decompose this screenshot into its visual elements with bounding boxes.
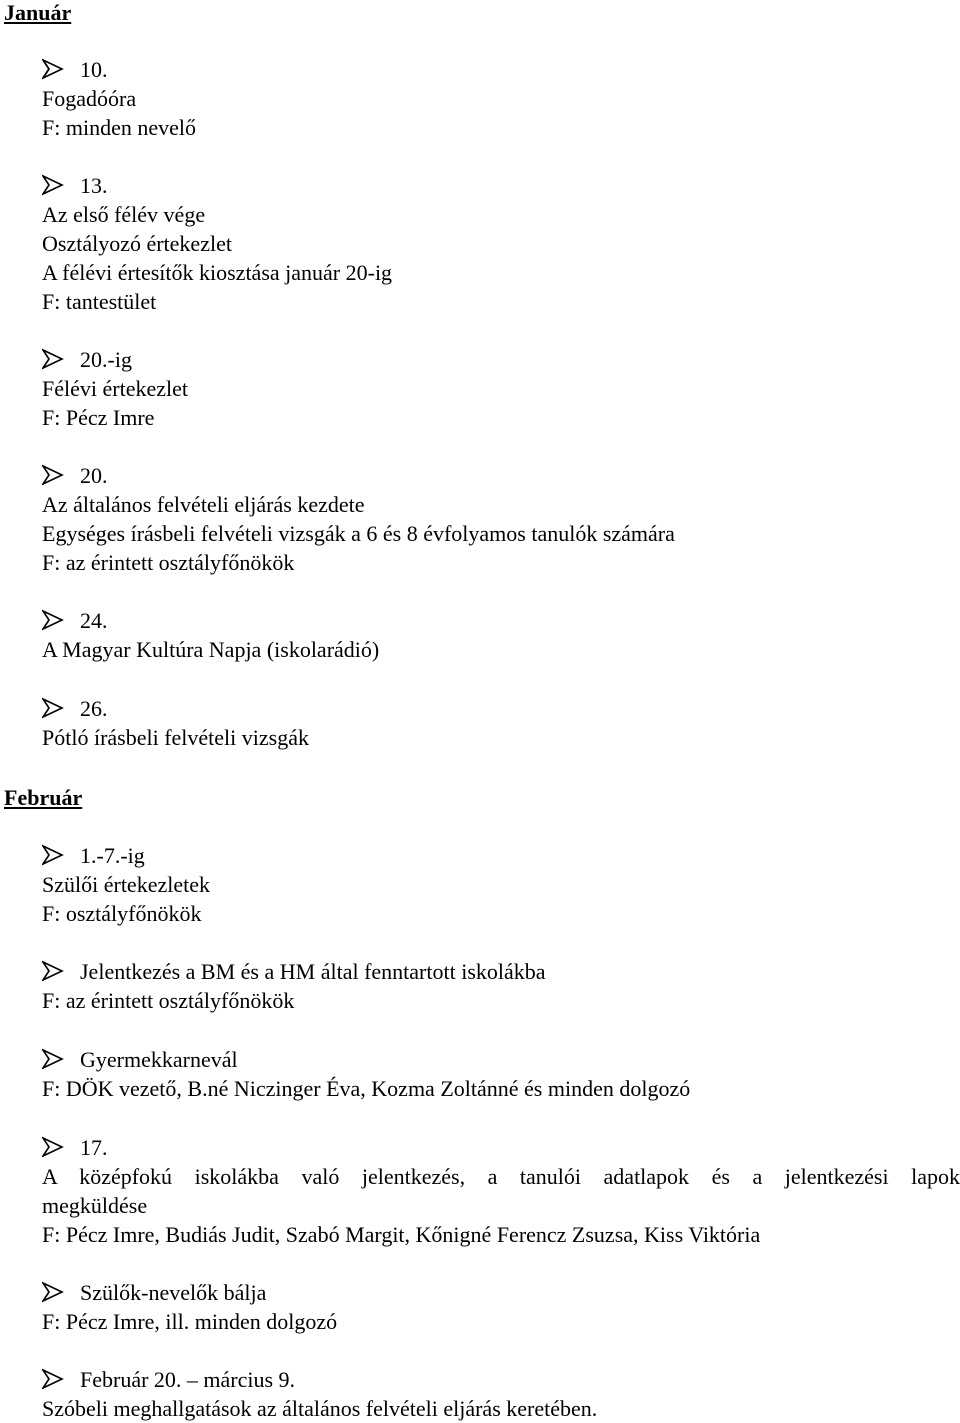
entry-responsible: F: az érintett osztályfőnökök	[42, 550, 295, 575]
entry-date: 20.	[80, 463, 108, 488]
entry-responsible: F: az érintett osztályfőnökök	[42, 988, 295, 1013]
entry-date: 26.	[80, 696, 108, 721]
entry-title: Szülők-nevelők bálja	[80, 1280, 267, 1305]
arrowhead-bullet-icon	[42, 57, 64, 81]
schedule-entry	[42, 1133, 960, 1249]
entry-line: Pótló írásbeli felvételi vizsgák	[42, 725, 309, 750]
arrowhead-bullet-icon	[42, 843, 64, 867]
entry-date: 20.-ig	[80, 347, 132, 372]
entry-responsible: F: DÖK vezető, B.né Niczinger Éva, Kozma Zoltánné és minden dolgozó	[42, 1076, 691, 1101]
arrowhead-bullet-icon	[42, 1367, 64, 1391]
entry-date: 13.	[80, 173, 108, 198]
schedule-entry	[42, 1365, 960, 1423]
schedule-entry	[42, 171, 960, 316]
entry-line: Az általános felvételi eljárás kezdete	[42, 492, 365, 517]
entry-date: 1.-7.-ig	[80, 843, 145, 868]
entry-line: megküldése	[42, 1193, 148, 1218]
entry-line: Egységes írásbeli felvételi vizsgák a 6 és 8 évfolyamos tanulók számára	[42, 521, 675, 546]
entry-responsible: F: Pécz Imre, Budiás Judit, Szabó Margit, Kőnigné Ferencz Zsuzsa, Kiss Viktória	[42, 1222, 761, 1247]
arrowhead-bullet-icon	[42, 696, 64, 720]
schedule-entry	[42, 841, 960, 928]
entry-responsible: F: Pécz Imre	[42, 405, 155, 430]
entry-line: A félévi értesítők kiosztása január 20-ig	[42, 260, 393, 285]
entry-line: A Magyar Kultúra Napja (iskolarádió)	[42, 637, 380, 662]
schedule-entry	[42, 345, 960, 432]
entry-date: 10.	[80, 57, 108, 82]
schedule-entry	[42, 55, 960, 142]
entry-title: Jelentkezés a BM és a HM által fenntartott iskolákba	[80, 959, 546, 984]
schedule-entry	[42, 1045, 960, 1103]
arrowhead-bullet-icon	[42, 1280, 64, 1304]
schedule-entry	[42, 606, 960, 664]
entry-line: Szóbeli meghallgatások az általános felvételi eljárás keretében.	[42, 1396, 598, 1421]
entry-line: A középfokú iskolákba való jelentkezés, a tanulói adatlapok és a jelentkezési lapok	[42, 1164, 960, 1189]
schedule-entry	[42, 957, 960, 1015]
entry-date: 17.	[80, 1135, 108, 1160]
entry-responsible: F: minden nevelő	[42, 115, 196, 140]
entry-line: Osztályozó értekezlet	[42, 231, 232, 256]
entry-line: Félévi értekezlet	[42, 376, 188, 401]
entry-date: 24.	[80, 608, 108, 633]
month-heading-february: Február	[4, 785, 83, 810]
entry-line: Az első félév vége	[42, 202, 206, 227]
arrowhead-bullet-icon	[42, 1047, 64, 1071]
entry-responsible: F: tantestület	[42, 289, 157, 314]
entry-date: Február 20. – március 9.	[80, 1367, 296, 1392]
schedule-entry	[42, 1278, 960, 1336]
month-heading-january: Január	[4, 0, 72, 25]
schedule-entry	[42, 694, 960, 752]
entry-line: Szülői értekezletek	[42, 872, 210, 897]
arrowhead-bullet-icon	[42, 959, 64, 983]
entry-responsible: F: Pécz Imre, ill. minden dolgozó	[42, 1309, 338, 1334]
arrowhead-bullet-icon	[42, 1135, 64, 1159]
entry-responsible: F: osztályfőnökök	[42, 901, 202, 926]
arrowhead-bullet-icon	[42, 608, 64, 632]
arrowhead-bullet-icon	[42, 463, 64, 487]
entry-title: Gyermekkarnevál	[80, 1047, 238, 1072]
schedule-entry	[42, 461, 960, 577]
entry-line: Fogadóóra	[42, 86, 137, 111]
arrowhead-bullet-icon	[42, 173, 64, 197]
arrowhead-bullet-icon	[42, 347, 64, 371]
